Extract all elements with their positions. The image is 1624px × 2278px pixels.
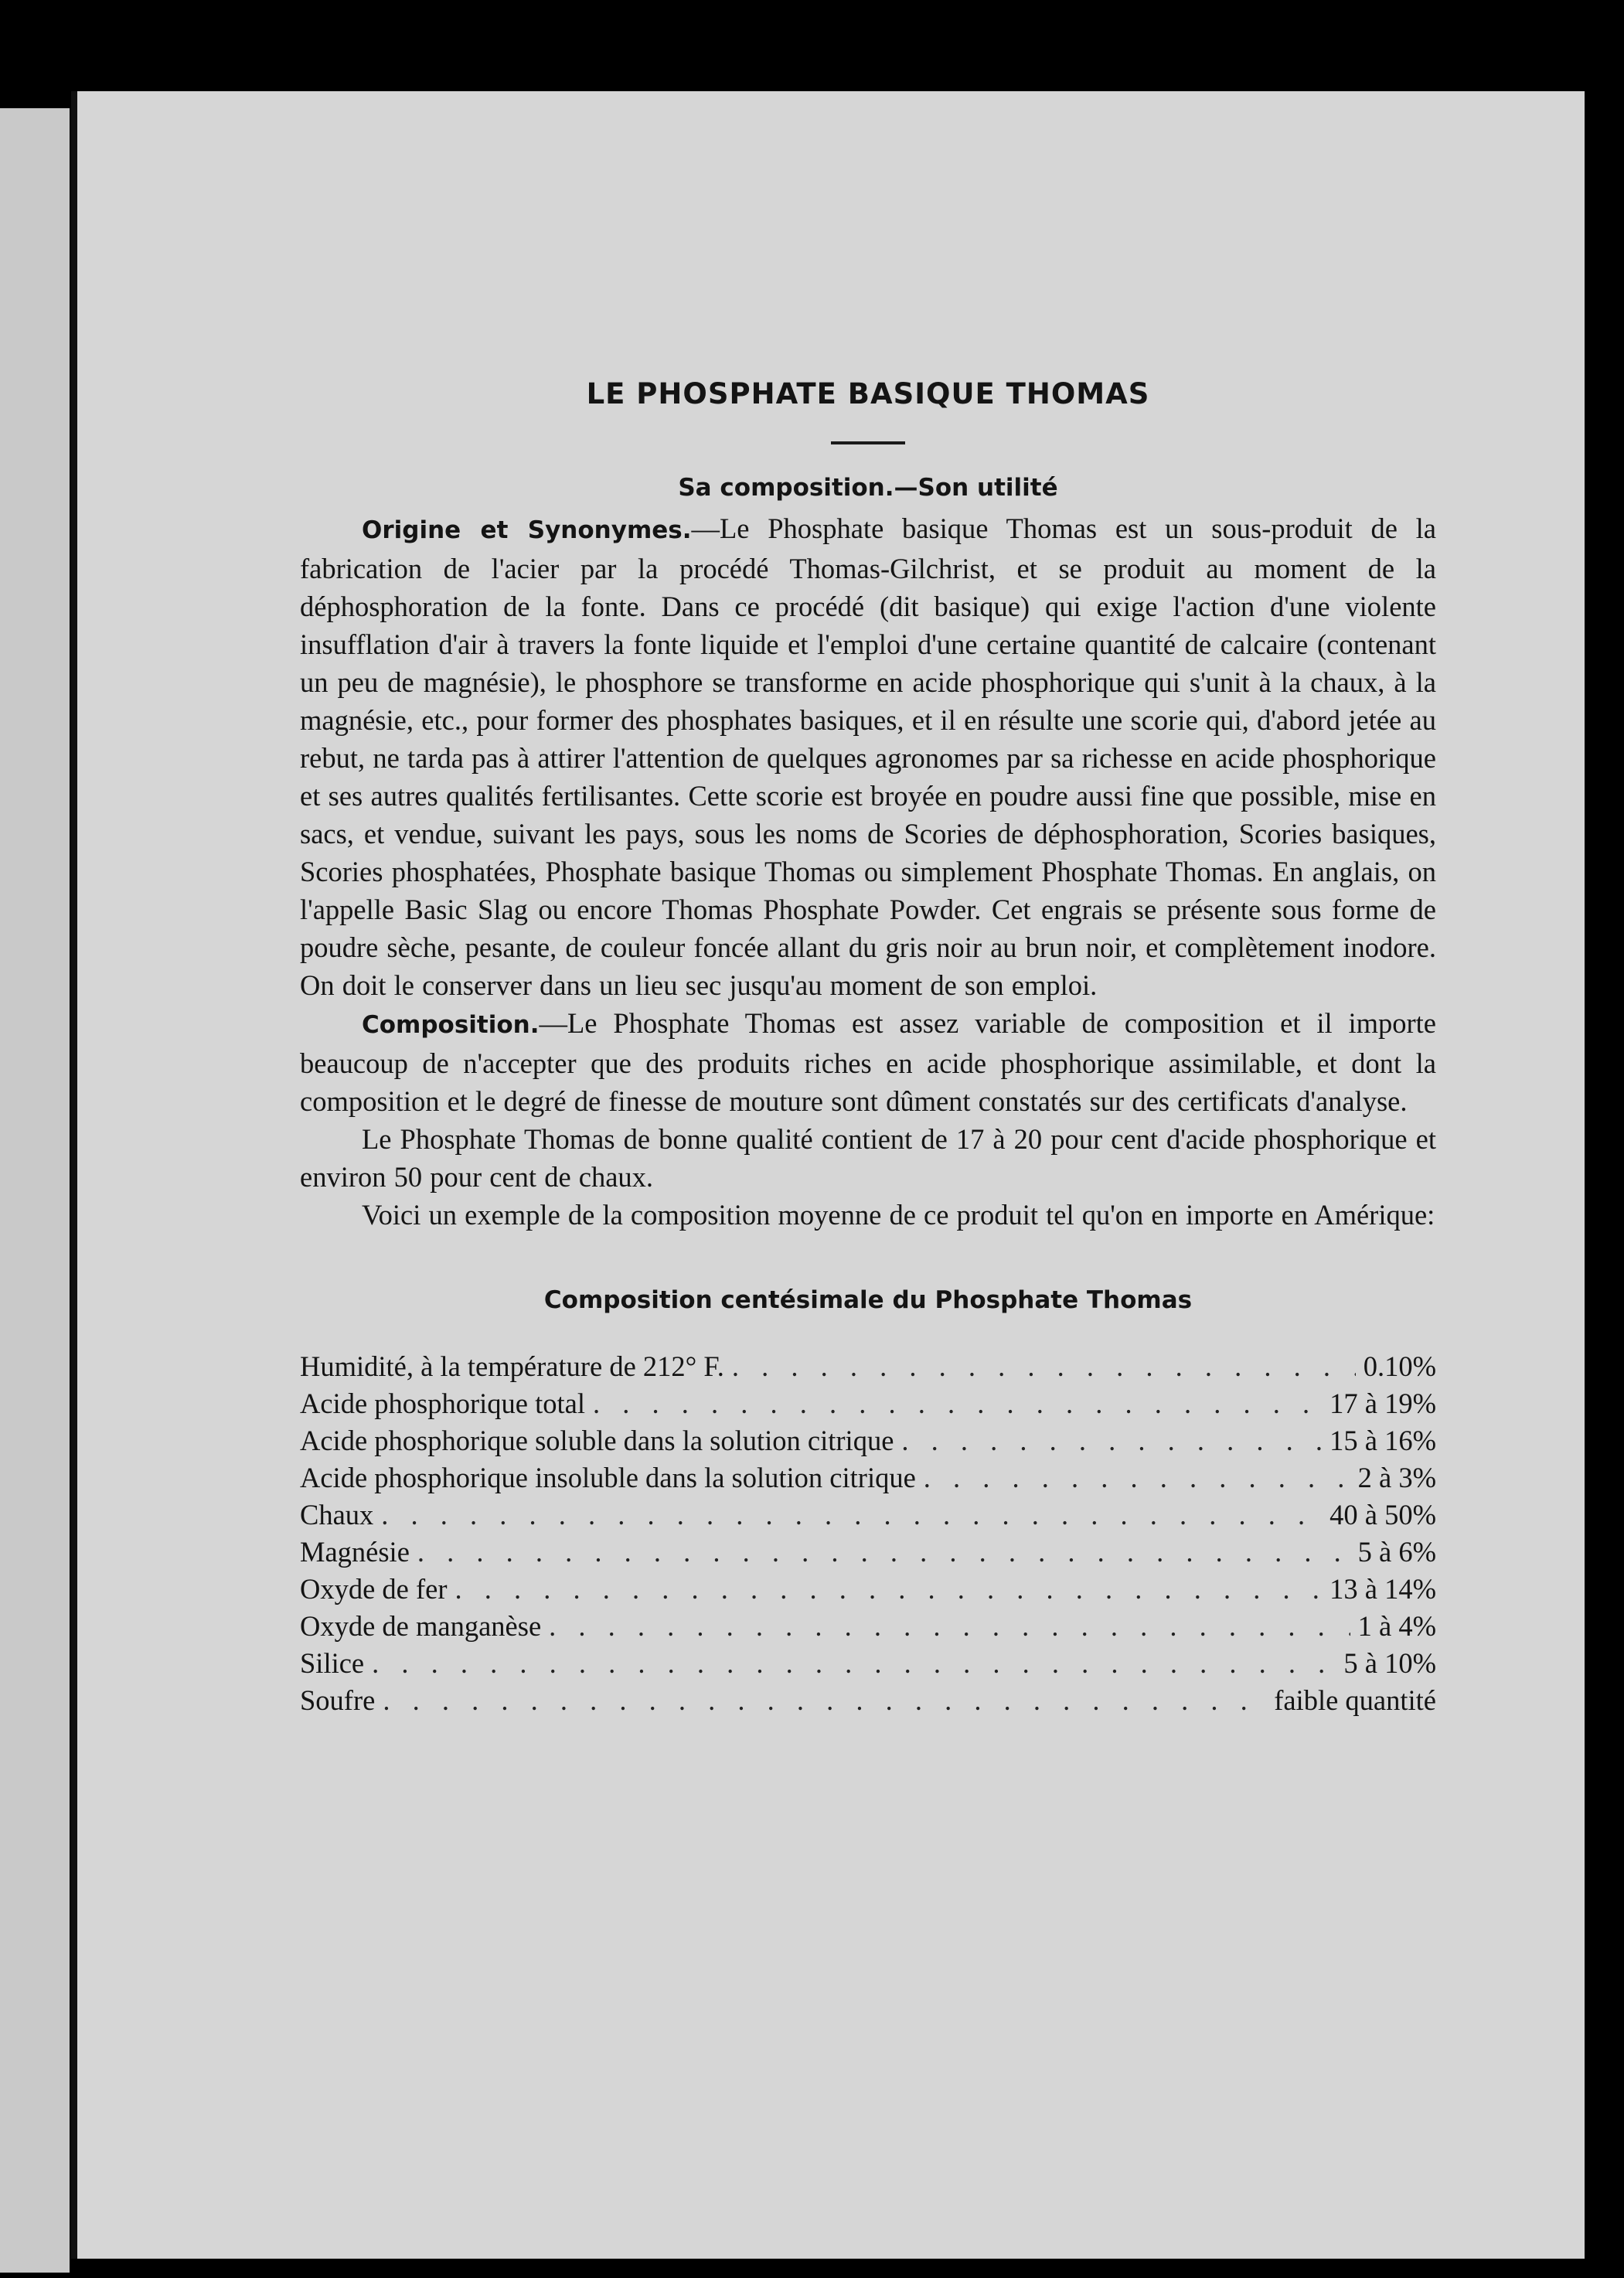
title-divider: [831, 441, 905, 444]
row-value: 15 à 16%: [1330, 1425, 1436, 1456]
table-row: [300, 1571, 1436, 1608]
leader-dots: [732, 1348, 1356, 1385]
row-label: Humidité, à la température de 212° F.: [300, 1350, 724, 1382]
table-row: [300, 1608, 1436, 1645]
exemple-paragraph: Voici un exemple de la composition moyenne de ce produit tel qu'on en importe en Amérique:: [362, 1199, 1435, 1231]
row-label: Acide phosphorique total: [300, 1388, 585, 1419]
leader-dots: [372, 1645, 1336, 1682]
row-label: Magnésie: [300, 1536, 410, 1568]
row-value: 5 à 6%: [1357, 1536, 1436, 1568]
page-content: [300, 377, 1436, 1719]
table-row: [300, 1682, 1436, 1719]
row-value: 1 à 4%: [1357, 1610, 1436, 1642]
row-label: Oxyde de manganèse: [300, 1610, 542, 1642]
document-page: [71, 91, 1585, 2259]
table-row: [300, 1459, 1436, 1497]
composition-text: —Le Phosphate Thomas est assez variable de composition et il importe beaucoup de n'accepter que des produits riches en acide phosphorique assimilable, et dont la composition et le degré de finesse de mouture sont dûment constatés sur des certificats d'analyse.: [300, 1007, 1436, 1117]
table-row: [300, 1497, 1436, 1534]
composition-paragraph: [300, 1004, 1436, 1120]
row-label: Oxyde de fer: [300, 1573, 448, 1605]
composition-heading: Composition.: [362, 1011, 540, 1039]
row-label: Silice: [300, 1647, 365, 1679]
row-label: Acide phosphorique insoluble dans la solution citrique: [300, 1462, 916, 1493]
row-value: 13 à 14%: [1330, 1573, 1436, 1605]
row-value: 5 à 10%: [1343, 1647, 1436, 1679]
leader-dots: [901, 1422, 1322, 1459]
origine-paragraph: [300, 509, 1436, 1004]
leader-dots: [593, 1385, 1322, 1422]
composition-table: [300, 1348, 1436, 1719]
row-value: 2 à 3%: [1357, 1462, 1436, 1493]
table-row: [300, 1422, 1436, 1459]
leader-dots: [417, 1534, 1350, 1571]
origine-text: —Le Phosphate basique Thomas est un sous-produit de la fabrication de l'acier par la procédé Thomas-Gilchrist, et se produit au moment de la déphosphoration de la fonte. Dans ce procédé (dit basique) qui exige l'action d'une violente insufflation d'air à travers la fonte liquide et l'emploi d'une certaine quantité de calcaire (contenant un peu de magnésie), le phosphore se transforme en acide phosphorique qui s'unit à la chaux, à la magnésie, etc., pour former des phosphates basiques, et il en résulte une scorie qui, d'abord jetée au rebut, ne tarda pas à attirer l'attention de quelques agronomes par sa richesse en acide phosphorique et ses autres qualités fertilisantes. Cette scorie est broyée en poudre aussi fine que possible, mise en sacs, et vendue, suivant les pays, sous les noms de Scories de déphosphoration, Scories basiques, Scories phosphatées, Phosphate basique Thomas ou simplement Phosphate Thomas. En anglais, on l'appelle Basic Slag ou encore Thomas Phosphate Powder. Cet engrais se présente sous forme de poudre sèche, pesante, de couleur foncée allant du gris noir au brun noir, et complètement inodore. On doit le conserver dans un lieu sec jusqu'au moment de son emploi.: [300, 512, 1436, 1001]
row-label: Soufre: [300, 1684, 376, 1716]
leader-dots: [549, 1608, 1350, 1645]
leader-dots: [455, 1571, 1323, 1608]
table-row: [300, 1348, 1436, 1385]
leader-dots: [924, 1459, 1350, 1497]
row-value: 0.10%: [1363, 1350, 1436, 1382]
origine-heading: Origine et Synonymes.: [362, 516, 692, 544]
table-row: [300, 1385, 1436, 1422]
page-title: LE PHOSPHATE BASIQUE THOMAS: [586, 377, 1150, 410]
row-value: 17 à 19%: [1330, 1388, 1436, 1419]
leader-dots: [381, 1497, 1322, 1534]
row-value: 40 à 50%: [1330, 1499, 1436, 1531]
composition-table-title: Composition centésimale du Phosphate Thomas: [543, 1286, 1193, 1314]
row-label: Chaux: [300, 1499, 374, 1531]
leader-dots: [383, 1682, 1266, 1719]
qualite-paragraph: Le Phosphate Thomas de bonne qualité contient de 17 à 20 pour cent d'acide phosphorique et environ 50 pour cent de chaux.: [300, 1123, 1436, 1193]
table-row: [300, 1645, 1436, 1682]
row-label: Acide phosphorique soluble dans la solution citrique: [300, 1425, 894, 1456]
table-row: [300, 1534, 1436, 1571]
row-value: faible quantité: [1274, 1684, 1436, 1716]
scan-left-strip: [0, 108, 70, 2273]
page-subtitle: Sa composition.—Son utilité: [678, 474, 1058, 502]
